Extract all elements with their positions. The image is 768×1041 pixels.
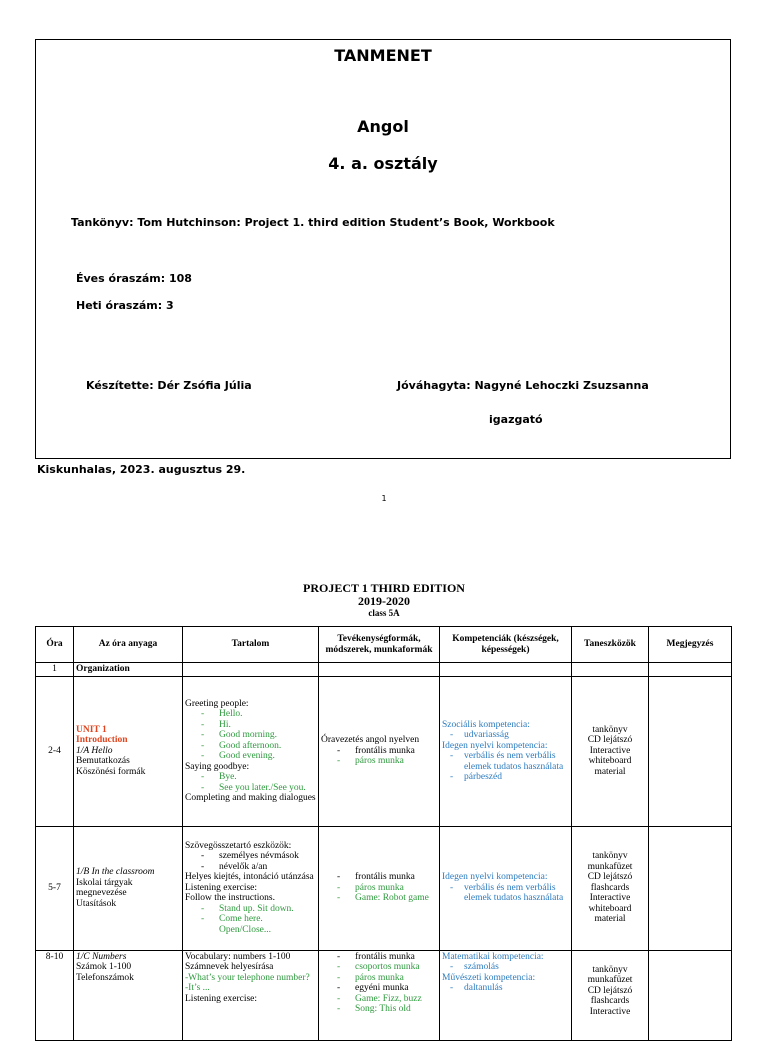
cover-subject: Angol — [357, 117, 409, 136]
cell-tartalom — [183, 676, 319, 826]
competence-heading: Művészeti kompetencia: — [442, 972, 536, 983]
competence-heading: Idegen nyelvi kompetencia: — [442, 740, 548, 751]
activity-intro: Óravezetés angol nyelven — [321, 735, 420, 746]
content-text: Listening exercise: — [185, 993, 258, 1004]
list-item: - Stand up. Sit down. — [219, 904, 316, 915]
tool-item: Interactive whiteboard — [588, 893, 632, 914]
cell-kompetenciak — [440, 950, 572, 1040]
cover-prepared-by: Készítette: Dér Zsófia Júlia — [86, 379, 252, 392]
competence-heading: Matematikai kompetencia: — [442, 951, 544, 962]
list-item: - Good evening. — [219, 751, 316, 762]
list-item: - verbális és nem verbális elemek tudatos használata — [464, 751, 569, 772]
cover-place-date: Kiskunhalas, 2023. augusztus 29. — [37, 463, 246, 476]
list-item: - párbeszéd — [464, 772, 569, 783]
list-item: - frontális munka — [355, 952, 437, 963]
cell-anyag — [74, 950, 183, 1040]
cell-tartalom — [183, 826, 319, 950]
plan-years: 2019-2020 — [358, 594, 410, 608]
content-heading: Szövegösszetartó eszközök: — [185, 840, 292, 851]
cell-megjegyzes — [649, 676, 732, 826]
cover-textbook: Tankönyv: Tom Hutchinson: Project 1. third edition Student’s Book, Workbook — [71, 216, 555, 229]
tool-item: CD lejátszó — [587, 735, 633, 746]
cover-box — [35, 39, 731, 459]
lesson-title: 1/B In the classroom — [76, 867, 155, 877]
topic: Telefonszámok — [76, 972, 134, 983]
content-heading: Saying goodbye: — [185, 761, 250, 772]
header-kompetenciak: Kompetenciák (készségek, képességek) — [440, 627, 572, 663]
list-item: - udvariasság — [464, 730, 569, 741]
tool-item: Interactive whiteboard — [588, 745, 632, 767]
cell-taneszkozok — [572, 826, 649, 950]
cell-ora: 2-4 — [36, 676, 74, 826]
list-item: - verbális és nem verbális elemek tudatos használata — [464, 883, 569, 904]
content-text: -It’s ... — [185, 983, 210, 993]
content-text: Helyes kiejtés, intonáció utánzása — [185, 872, 314, 883]
plan-table — [35, 626, 732, 1041]
topic: Köszönési formák — [76, 766, 146, 777]
list-item: - Come here. Open/Close... — [219, 914, 316, 935]
cover-weekly-hours: Heti óraszám: 3 — [76, 299, 174, 312]
list-item: - Song: This old — [355, 1004, 437, 1015]
cell-anyag — [74, 676, 183, 826]
cell-tartalom — [183, 950, 319, 1040]
content-heading: Greeting people: — [185, 698, 249, 709]
competence-heading: Szociális kompetencia: — [442, 719, 530, 730]
cell-anyag: Organization — [74, 663, 183, 677]
table-row — [36, 826, 732, 950]
tool-item: Interactive — [589, 1006, 631, 1017]
header-anyag: Az óra anyaga — [74, 627, 183, 663]
cell-empty — [319, 663, 440, 677]
cover-approver-role: igazgató — [489, 413, 543, 426]
list-item: - Game: Robot game — [355, 893, 437, 904]
cell-kompetenciak — [440, 826, 572, 950]
header-taneszkozok: Taneszközök — [572, 627, 649, 663]
tool-item: material — [594, 914, 626, 925]
tool-item: tankönyv — [592, 724, 628, 735]
cell-kompetenciak — [440, 676, 572, 826]
cell-tevekenyseg — [319, 826, 440, 950]
cover-title: TANMENET — [334, 46, 432, 65]
list-item: - Good morning. — [219, 730, 316, 741]
header-ora: Óra — [36, 627, 74, 663]
tool-item: CD lejátszó — [587, 985, 633, 996]
cover-class: 4. a. osztály — [328, 154, 438, 173]
list-item: - névelők a/an — [219, 862, 316, 873]
cell-megjegyzes — [649, 826, 732, 950]
list-item: - páros munka — [355, 973, 437, 984]
cell-anyag — [74, 826, 183, 950]
lesson-title: 1/A Hello — [76, 745, 113, 756]
list-item: - daltanulás — [464, 983, 569, 994]
cell-taneszkozok — [572, 676, 649, 826]
plan-class: class 5A — [368, 608, 400, 618]
cell-empty — [649, 663, 732, 677]
cover-yearly-hours: Éves óraszám: 108 — [76, 272, 192, 285]
list-item: - Game: Fizz, buzz — [355, 994, 437, 1005]
list-item: - egyéni munka — [355, 983, 437, 994]
tool-item: munkafüzet — [587, 861, 633, 872]
cell-tevekenyseg — [319, 676, 440, 826]
plan-title: PROJECT 1 THIRD EDITION — [303, 581, 465, 595]
cell-ora: 1 — [36, 663, 74, 677]
tool-item: flashcards — [590, 882, 630, 893]
cell-ora: 8-10 — [36, 950, 74, 1040]
tool-item: tankönyv — [592, 964, 628, 975]
tool-item: CD lejátszó — [587, 872, 633, 883]
plan-heading — [0, 582, 768, 619]
topic: Utasítások — [76, 898, 117, 909]
list-item: - csoportos munka — [355, 962, 437, 973]
content-text: Follow the instructions. — [185, 893, 275, 904]
cover-approved-by: Jóváhagyta: Nagyné Lehoczki Zsuzsanna — [397, 379, 649, 392]
list-item: - páros munka — [355, 756, 437, 767]
cell-taneszkozok — [572, 950, 649, 1040]
cell-empty — [440, 663, 572, 677]
unit-title: Introduction — [76, 735, 128, 746]
table-row — [36, 676, 732, 826]
list-item: - Hello. — [219, 709, 316, 720]
list-item: - See you later./See you. — [219, 783, 316, 794]
table-row — [36, 950, 732, 1040]
list-item: - számolás — [464, 962, 569, 973]
competence-heading: Idegen nyelvi kompetencia: — [442, 872, 548, 883]
header-tevekenyseg: Tevékenységformák, módszerek, munkaformák — [319, 627, 440, 663]
unit-label: UNIT 1 — [76, 724, 107, 735]
content-text: Listening exercise: — [185, 882, 258, 893]
page-number: 1 — [381, 494, 387, 503]
cell-tevekenyseg — [319, 950, 440, 1040]
cell-empty — [572, 663, 649, 677]
list-item: - frontális munka — [355, 872, 437, 883]
table-row — [36, 663, 732, 677]
lesson-title: 1/C Numbers — [76, 951, 127, 962]
list-item: - Bye. — [219, 772, 316, 783]
header-tartalom: Tartalom — [183, 627, 319, 663]
table-header-row — [36, 627, 732, 663]
list-item: - Hi. — [219, 720, 316, 731]
tool-item: material — [594, 766, 626, 777]
cell-ora: 5-7 — [36, 826, 74, 950]
header-megjegyzes: Megjegyzés — [649, 627, 732, 663]
content-text: -What’s your telephone number? — [185, 972, 310, 983]
cell-empty — [183, 663, 319, 677]
content-text: Számnevek helyesírása — [185, 962, 274, 972]
tool-item: flashcards — [590, 996, 630, 1006]
content-text: Completing and making dialogues — [185, 793, 316, 803]
cell-megjegyzes — [649, 950, 732, 1040]
list-item: - Good afternoon. — [219, 741, 316, 752]
topic: Bemutatkozás — [76, 756, 130, 767]
list-item: - páros munka — [355, 883, 437, 894]
tool-item: munkafüzet — [587, 975, 633, 985]
content-text: Vocabulary: numbers 1-100 — [185, 951, 291, 962]
list-item: - személyes névmások — [219, 851, 316, 862]
tool-item: tankönyv — [592, 851, 628, 862]
topic: Iskolai tárgyak megnevezése — [76, 877, 133, 898]
topic: Számok 1-100 — [76, 962, 132, 972]
list-item: - frontális munka — [355, 746, 437, 757]
